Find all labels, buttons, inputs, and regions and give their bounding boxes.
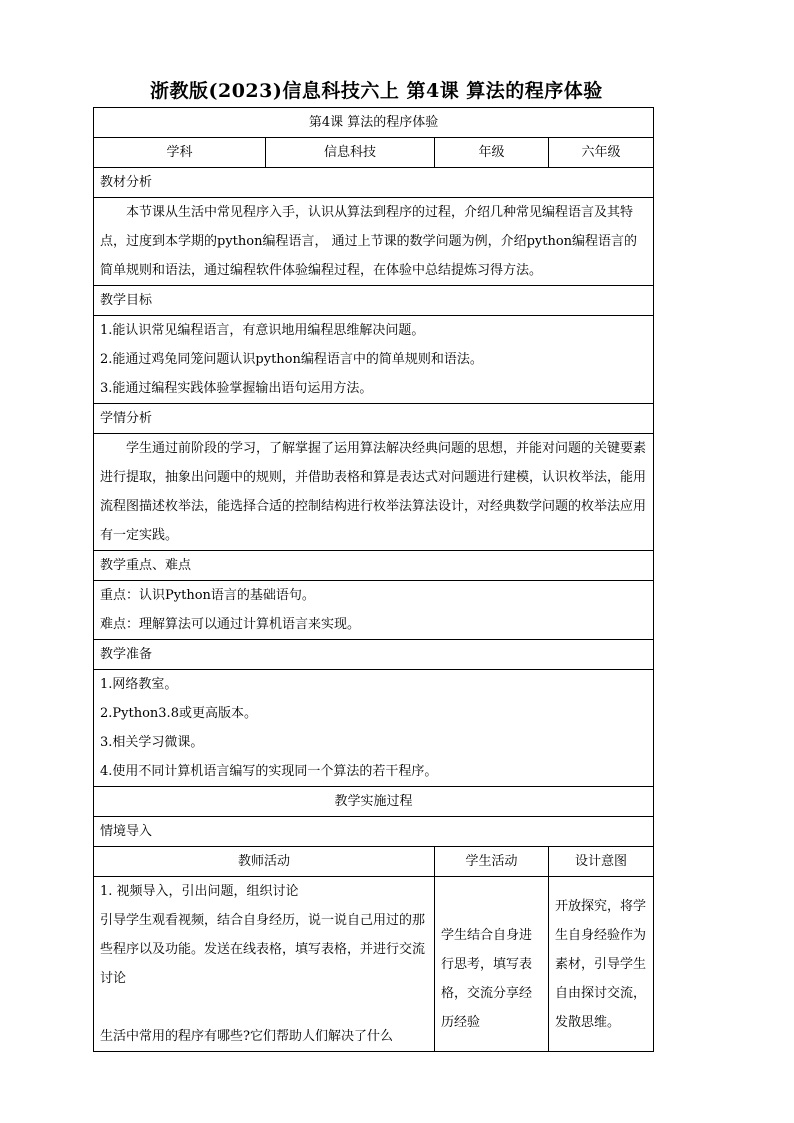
- teacher-activity-text: 引导学生观看视频，结合自身经历，说一说自己用过的那些程序以及功能。发送在线表格，填写表格，并进行交流讨论: [100, 913, 426, 986]
- teacher-activity-header: 教师活动: [94, 847, 435, 877]
- subject-label: 学科: [94, 138, 266, 168]
- key-point-item: 重点：认识Python语言的基础语句。: [100, 588, 315, 603]
- student-activity-header: 学生活动: [435, 847, 549, 877]
- teacher-activity-question: 生活中常用的程序有哪些?它们帮助人们解决了什么: [100, 1029, 393, 1044]
- student-analysis-text: 学生通过前阶段的学习，了解掌握了运用算法解决经典问题的思想，并能对问题的关键要素进行提取，抽象出问题中的规则，并借助表格和算是表达式对问题进行建模，认识枚举法，能用流程图描述枚举法，能选择合适的控制结构进行枚举法算法设计，对经典数学问题的枚举法应用有一定实践。: [100, 441, 647, 543]
- preparation-item: 2.Python3.8或更高版本。: [100, 706, 257, 721]
- subject-value: 信息科技: [266, 138, 435, 168]
- design-intent-text: 开放探究，将学生自身经验作为素材，引导学生自由探讨交流，发散思维。: [555, 898, 647, 1030]
- preparation-item: 4.使用不同计算机语言编写的实现同一个算法的若干程序。: [100, 764, 438, 779]
- process-heading: 教学实施过程: [94, 787, 654, 817]
- teacher-activity-title: 1. 视频导入，引出问题，组织讨论: [100, 884, 299, 899]
- design-intent-header: 设计意图: [549, 847, 654, 877]
- student-analysis-cell: [94, 434, 654, 551]
- textbook-analysis-heading: 教材分析: [94, 168, 654, 198]
- difficulty-item: 难点：理解算法可以通过计算机语言来实现。: [100, 617, 361, 632]
- scenario-intro-heading: 情境导入: [94, 817, 654, 847]
- textbook-analysis-text: 本节课从生活中常见程序入手，认识从算法到程序的过程，介绍几种常见编程语言及其特点，过度到本学期的python编程语言， 通过上节课的数学问题为例，介绍python编程语言的简单规则和语法，通过编程软件体验编程过程，在体验中总结提炼习得方法。: [100, 205, 638, 278]
- preparation-item: 1.网络教室。: [100, 677, 178, 692]
- key-points-heading: 教学重点、难点: [94, 551, 654, 581]
- document-title: 浙教版(2023)信息科技六上 第4课 算法的程序体验: [150, 80, 603, 102]
- lesson-plan-table: [93, 107, 654, 1052]
- key-points-cell: [94, 581, 654, 640]
- lesson-title-cell: 第4课 算法的程序体验: [94, 108, 654, 138]
- student-activity-cell: [435, 877, 549, 1052]
- goal-item: 2.能通过鸡兔同笼问题认识python编程语言中的简单规则和语法。: [100, 352, 483, 367]
- preparation-cell: [94, 670, 654, 787]
- design-intent-cell: [549, 877, 654, 1052]
- teaching-goals-cell: [94, 316, 654, 404]
- grade-value: 六年级: [549, 138, 654, 168]
- teaching-goals-heading: 教学目标: [94, 286, 654, 316]
- goal-item: 3.能通过编程实践体验掌握输出语句运用方法。: [100, 381, 373, 396]
- preparation-heading: 教学准备: [94, 640, 654, 670]
- grade-label: 年级: [435, 138, 549, 168]
- preparation-item: 3.相关学习微课。: [100, 735, 204, 750]
- student-activity-text: 学生结合自身进行思考，填写表格，交流分享经历经验: [441, 927, 533, 1030]
- teacher-activity-cell: [94, 877, 435, 1052]
- student-analysis-heading: 学情分析: [94, 404, 654, 434]
- textbook-analysis-cell: [94, 198, 654, 286]
- goal-item: 1.能认识常见编程语言，有意识地用编程思维解决问题。: [100, 323, 425, 338]
